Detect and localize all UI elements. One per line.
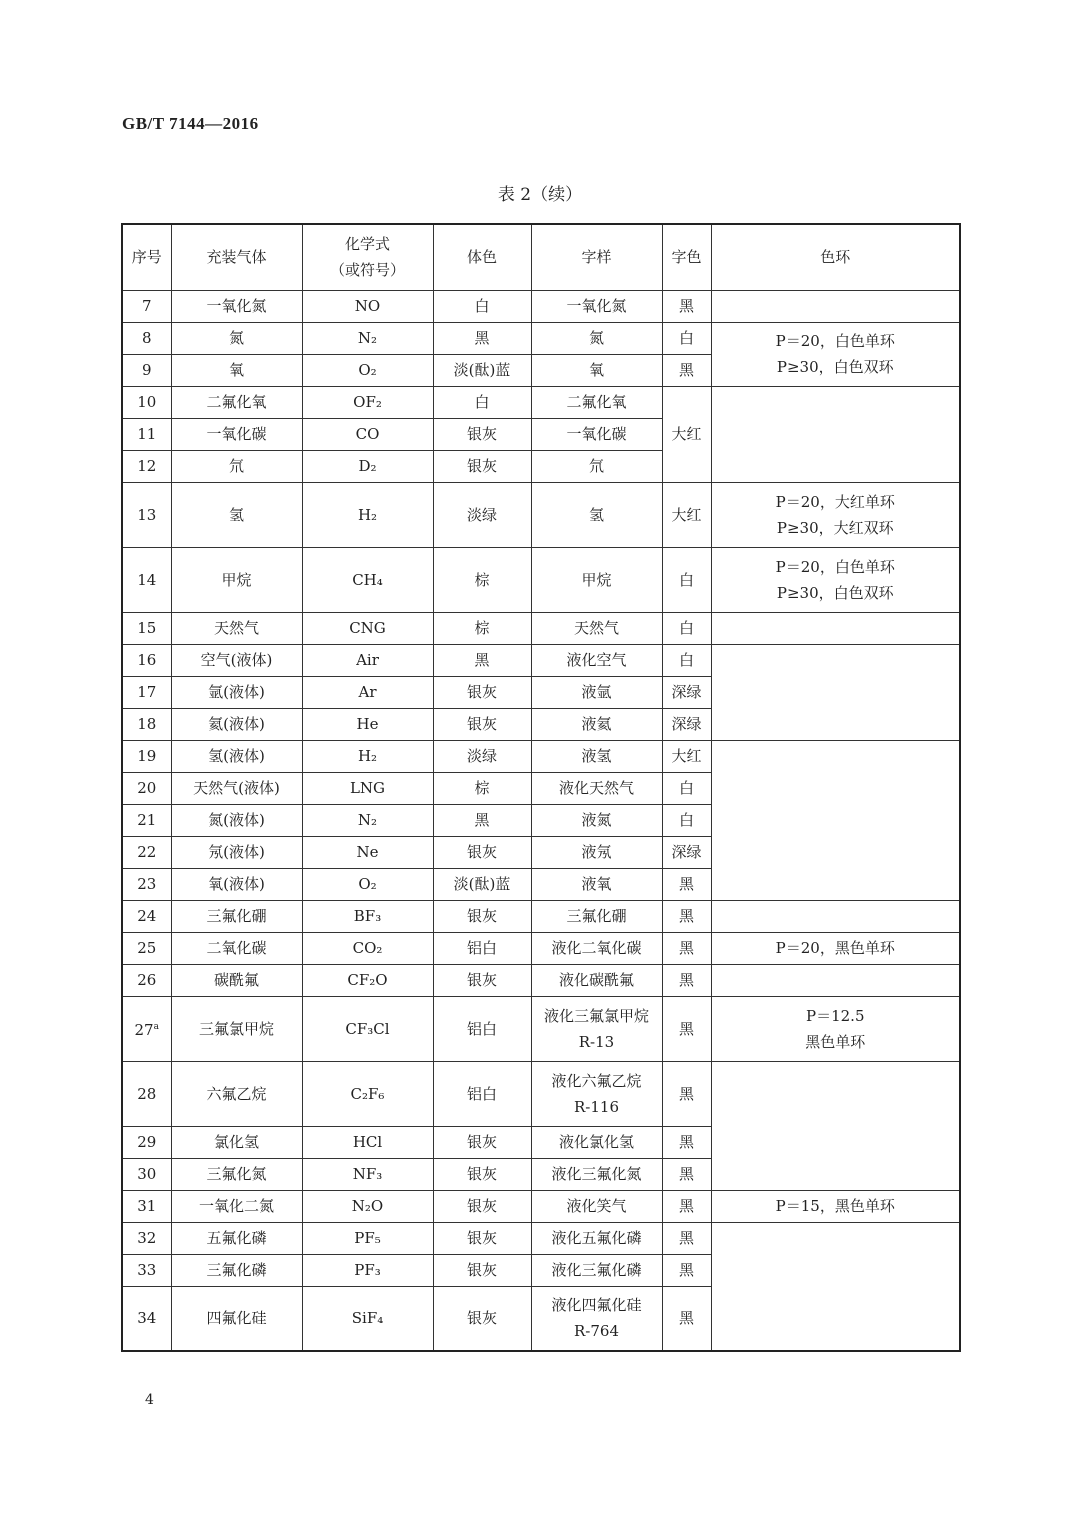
cell-formula: N₂ [302, 322, 433, 354]
cell-no: 30 [122, 1158, 171, 1190]
cell-ring [711, 612, 960, 644]
cell-gas: 四氟化硅 [171, 1286, 302, 1351]
cell-text: 天然气 [531, 612, 662, 644]
cell-gas: 氧(液体) [171, 868, 302, 900]
cell-no: 31 [122, 1190, 171, 1222]
ring-line: P＝20，大红单环 [775, 492, 895, 511]
cell-text: 液化氯化氢 [531, 1126, 662, 1158]
col-header-formula: 化学式 （或符号） [302, 224, 433, 290]
cell-body-color: 黑 [433, 644, 531, 676]
cell-no: 13 [122, 482, 171, 547]
cell-formula: C₂F₆ [302, 1061, 433, 1126]
cell-no: 8 [122, 322, 171, 354]
table-row [122, 547, 960, 612]
cell-gas: 氦(液体) [171, 708, 302, 740]
cell-text [531, 1061, 662, 1126]
cell-body-color: 黑 [433, 322, 531, 354]
cell-formula: CF₃Cl [302, 996, 433, 1061]
table-row [122, 900, 960, 932]
cell-gas: 二氟化氧 [171, 386, 302, 418]
cell-body-color: 棕 [433, 772, 531, 804]
cell-body-color: 铝白 [433, 996, 531, 1061]
cell-text-color: 黑 [662, 290, 711, 322]
col-header-no: 序号 [122, 224, 171, 290]
cell-ring [711, 290, 960, 322]
cell-gas: 甲烷 [171, 547, 302, 612]
cell-gas: 三氟化硼 [171, 900, 302, 932]
cell-gas: 氢(液体) [171, 740, 302, 772]
cell-text-color: 大红 [662, 482, 711, 547]
cell-body-color: 银灰 [433, 900, 531, 932]
cell-no: 29 [122, 1126, 171, 1158]
table-row [122, 932, 960, 964]
cell-formula: Ar [302, 676, 433, 708]
cell-formula: O₂ [302, 868, 433, 900]
text-line: R-116 [574, 1097, 619, 1116]
cell-no: 15 [122, 612, 171, 644]
cell-text-color: 深绿 [662, 676, 711, 708]
cell-gas: 氩(液体) [171, 676, 302, 708]
cell-no: 20 [122, 772, 171, 804]
ring-line: P≥30，白色双环 [776, 583, 894, 602]
cell-gas: 氮(液体) [171, 804, 302, 836]
cell-no: 23 [122, 868, 171, 900]
cell-text-color: 深绿 [662, 836, 711, 868]
cell-text: 氮 [531, 322, 662, 354]
standard-code: GB/T 7144—2016 [122, 114, 259, 133]
cell-text: 液化空气 [531, 644, 662, 676]
cell-gas: 三氟氯甲烷 [171, 996, 302, 1061]
cell-text: 一氧化氮 [531, 290, 662, 322]
cell-gas: 天然气(液体) [171, 772, 302, 804]
table-row [122, 482, 960, 547]
cell-text-color: 黑 [662, 964, 711, 996]
ring-line: P＝20，白色单环 [775, 557, 895, 576]
cell-text: 二氟化氧 [531, 386, 662, 418]
cell-body-color: 白 [433, 290, 531, 322]
cell-body-color: 银灰 [433, 836, 531, 868]
cell-gas: 三氟化磷 [171, 1254, 302, 1286]
col-header-text: 字样 [531, 224, 662, 290]
text-line: 液化三氟氯甲烷 [543, 1006, 649, 1025]
cell-text-color: 黑 [662, 1190, 711, 1222]
table-row [122, 290, 960, 322]
cell-no: 34 [122, 1286, 171, 1351]
cell-formula: OF₂ [302, 386, 433, 418]
cell-no: 7 [122, 290, 171, 322]
cell-text: 液氢 [531, 740, 662, 772]
cell-body-color: 银灰 [433, 1190, 531, 1222]
cell-no: 24 [122, 900, 171, 932]
col-header-text-color: 字色 [662, 224, 711, 290]
cell-no: 9 [122, 354, 171, 386]
cell-body-color: 棕 [433, 547, 531, 612]
cell-gas: 氖(液体) [171, 836, 302, 868]
cell-formula: D₂ [302, 450, 433, 482]
cell-text-color: 白 [662, 612, 711, 644]
cell-text-color: 黑 [662, 354, 711, 386]
text-line: 液化六氟乙烷 [551, 1071, 642, 1090]
cell-formula: H₂ [302, 482, 433, 547]
cell-formula: CNG [302, 612, 433, 644]
cell-formula: He [302, 708, 433, 740]
cell-text: 液氮 [531, 804, 662, 836]
cell-text: 液化五氟化磷 [531, 1222, 662, 1254]
cell-text: 氘 [531, 450, 662, 482]
cell-formula: Air [302, 644, 433, 676]
cell-ring [711, 547, 960, 612]
ring-line: P≥30，白色双环 [776, 358, 894, 376]
cell-body-color: 淡绿 [433, 482, 531, 547]
cell-text: 液氦 [531, 708, 662, 740]
cell-body-color: 白 [433, 386, 531, 418]
cell-body-color: 淡(酞)蓝 [433, 868, 531, 900]
cell-text-color: 黑 [662, 900, 711, 932]
table-row [122, 740, 960, 772]
ring-line: 黑色单环 [805, 1032, 866, 1051]
cell-text-color: 黑 [662, 1286, 711, 1351]
cell-ring: P＝15，黑色单环 [711, 1190, 960, 1222]
cell-gas: 六氟乙烷 [171, 1061, 302, 1126]
cell-body-color: 铝白 [433, 1061, 531, 1126]
cell-body-color: 银灰 [433, 1126, 531, 1158]
cell-body-color: 黑 [433, 804, 531, 836]
cell-formula: N₂ [302, 804, 433, 836]
cell-no: 28 [122, 1061, 171, 1126]
cell-ring [711, 964, 960, 996]
row-number: 27 [134, 1021, 154, 1039]
cell-text-color: 白 [662, 804, 711, 836]
cell-ring [711, 1222, 960, 1351]
table-row [122, 644, 960, 676]
cell-formula: CO₂ [302, 932, 433, 964]
cell-text [531, 996, 662, 1061]
cell-text-color: 白 [662, 644, 711, 676]
cell-text [531, 1286, 662, 1351]
ring-line: P＝12.5 [806, 1006, 865, 1025]
col-header-body-color: 体色 [433, 224, 531, 290]
cell-gas: 氧 [171, 354, 302, 386]
cell-text-color: 黑 [662, 932, 711, 964]
footnote-mark: a [153, 1022, 159, 1032]
cell-formula: SiF₄ [302, 1286, 433, 1351]
cell-formula: Ne [302, 836, 433, 868]
cell-ring [711, 900, 960, 932]
table-row [122, 1222, 960, 1254]
cell-gas: 三氟化氮 [171, 1158, 302, 1190]
cell-ring: P＝20，黑色单环 [711, 932, 960, 964]
cell-no: 19 [122, 740, 171, 772]
cell-body-color: 银灰 [433, 418, 531, 450]
cell-text: 液化笑气 [531, 1190, 662, 1222]
cell-formula: HCl [302, 1126, 433, 1158]
cell-no: 18 [122, 708, 171, 740]
cell-formula: PF₃ [302, 1254, 433, 1286]
cell-ring [711, 740, 960, 900]
table-row [122, 1061, 960, 1126]
cell-text: 三氟化硼 [531, 900, 662, 932]
cell-no: 11 [122, 418, 171, 450]
cell-body-color: 银灰 [433, 964, 531, 996]
cell-text-color: 大红 [662, 740, 711, 772]
cell-body-color: 铝白 [433, 932, 531, 964]
cell-formula: CH₄ [302, 547, 433, 612]
cell-formula: CO [302, 418, 433, 450]
cell-ring [711, 482, 960, 547]
cell-formula: NF₃ [302, 1158, 433, 1190]
cell-text-color: 黑 [662, 1254, 711, 1286]
cell-no: 26 [122, 964, 171, 996]
table-row [122, 322, 960, 354]
cell-gas: 氢 [171, 482, 302, 547]
cell-body-color: 银灰 [433, 450, 531, 482]
cell-text: 液氧 [531, 868, 662, 900]
cell-formula: LNG [302, 772, 433, 804]
cell-ring [711, 1061, 960, 1190]
cell-gas: 一氧化氮 [171, 290, 302, 322]
cell-text-color: 黑 [662, 1222, 711, 1254]
cell-no: 25 [122, 932, 171, 964]
cell-gas: 一氧化二氮 [171, 1190, 302, 1222]
cell-text-color: 深绿 [662, 708, 711, 740]
cell-text-color: 黑 [662, 868, 711, 900]
cell-formula: O₂ [302, 354, 433, 386]
cell-gas: 二氧化碳 [171, 932, 302, 964]
text-line: R-13 [578, 1032, 615, 1051]
table-title: 表 2（续） [497, 185, 583, 205]
table-row [122, 1190, 960, 1222]
gas-color-table [121, 223, 961, 1352]
text-line: 液化四氟化硅 [551, 1296, 642, 1315]
cell-gas: 一氧化碳 [171, 418, 302, 450]
cell-formula: NO [302, 290, 433, 322]
cell-ring [711, 386, 960, 482]
cell-text: 氧 [531, 354, 662, 386]
cell-no: 16 [122, 644, 171, 676]
cell-gas: 氯化氢 [171, 1126, 302, 1158]
table-row [122, 612, 960, 644]
cell-text-color: 黑 [662, 1061, 711, 1126]
cell-no: 10 [122, 386, 171, 418]
cell-text: 液化碳酰氟 [531, 964, 662, 996]
cell-ring [711, 644, 960, 740]
cell-body-color: 银灰 [433, 1158, 531, 1190]
cell-ring [711, 996, 960, 1061]
ring-line: P＝20，白色单环 [775, 332, 895, 350]
cell-text: 液化二氧化碳 [531, 932, 662, 964]
cell-text: 氢 [531, 482, 662, 547]
cell-body-color: 银灰 [433, 676, 531, 708]
cell-no: 32 [122, 1222, 171, 1254]
cell-no: 17 [122, 676, 171, 708]
cell-text: 液氩 [531, 676, 662, 708]
cell-text: 甲烷 [531, 547, 662, 612]
cell-no: 21 [122, 804, 171, 836]
cell-text-color: 黑 [662, 1126, 711, 1158]
cell-formula: BF₃ [302, 900, 433, 932]
cell-formula: PF₅ [302, 1222, 433, 1254]
cell-text-color: 黑 [662, 996, 711, 1061]
cell-text: 一氧化碳 [531, 418, 662, 450]
cell-text: 液化三氟化氮 [531, 1158, 662, 1190]
cell-text-color: 白 [662, 547, 711, 612]
cell-no: 14 [122, 547, 171, 612]
cell-gas: 氮 [171, 322, 302, 354]
cell-gas: 氘 [171, 450, 302, 482]
table-row [122, 996, 960, 1061]
cell-text-color: 白 [662, 322, 711, 354]
cell-gas: 碳酰氟 [171, 964, 302, 996]
cell-formula: H₂ [302, 740, 433, 772]
cell-body-color: 棕 [433, 612, 531, 644]
table-row [122, 964, 960, 996]
cell-text-color: 大红 [662, 386, 711, 482]
cell-text: 液氖 [531, 836, 662, 868]
table-row [122, 386, 960, 418]
cell-body-color: 银灰 [433, 1222, 531, 1254]
cell-no [122, 996, 171, 1061]
cell-text-color: 黑 [662, 1158, 711, 1190]
table-header-row [122, 224, 960, 290]
cell-ring [711, 322, 960, 386]
cell-body-color: 淡绿 [433, 740, 531, 772]
cell-text: 液化三氟化磷 [531, 1254, 662, 1286]
cell-no: 22 [122, 836, 171, 868]
ring-line: P≥30，大红双环 [776, 518, 894, 537]
col-header-ring: 色环 [711, 224, 960, 290]
cell-formula: N₂O [302, 1190, 433, 1222]
cell-text-color: 白 [662, 772, 711, 804]
cell-gas: 五氟化磷 [171, 1222, 302, 1254]
cell-formula: CF₂O [302, 964, 433, 996]
cell-text: 液化天然气 [531, 772, 662, 804]
cell-body-color: 银灰 [433, 1254, 531, 1286]
cell-gas: 天然气 [171, 612, 302, 644]
cell-gas: 空气(液体) [171, 644, 302, 676]
cell-no: 12 [122, 450, 171, 482]
cell-body-color: 淡(酞)蓝 [433, 354, 531, 386]
text-line: R-764 [574, 1322, 619, 1341]
page-number: 4 [145, 1392, 154, 1408]
col-header-gas: 充装气体 [171, 224, 302, 290]
cell-body-color: 银灰 [433, 1286, 531, 1351]
cell-body-color: 银灰 [433, 708, 531, 740]
cell-no: 33 [122, 1254, 171, 1286]
